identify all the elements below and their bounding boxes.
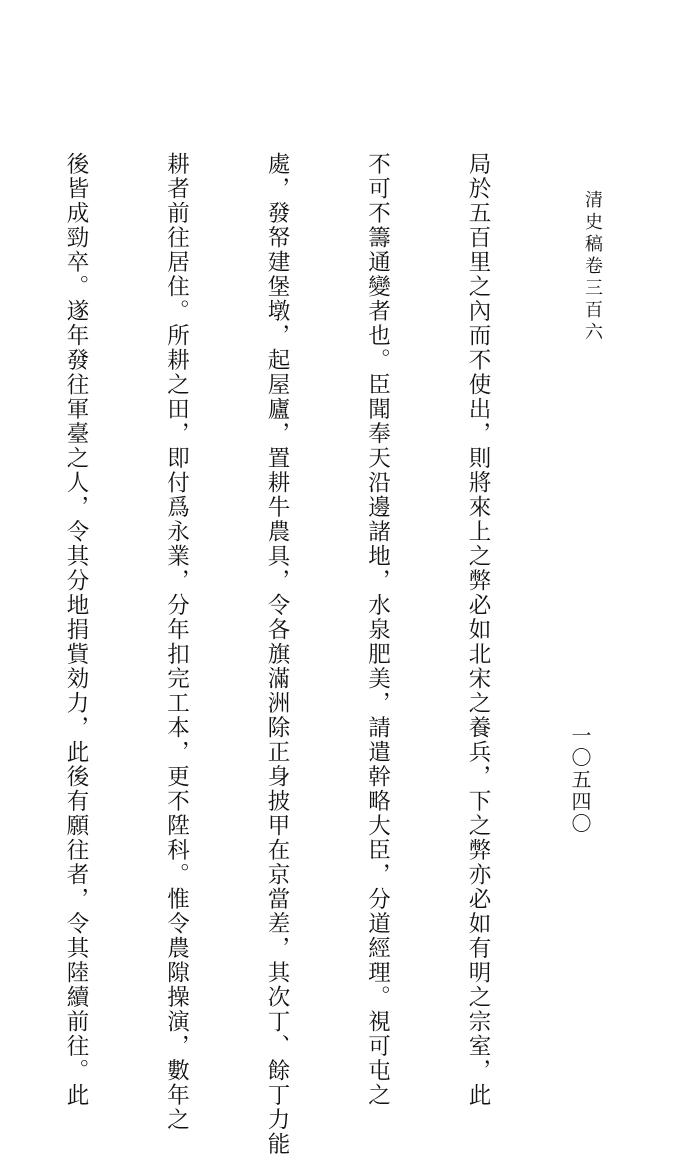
text-column: 處，發帑建堡墩，起屋廬，置耕牛農具，令各旗滿洲除正身披甲在京當差，其次丁、餘丁力能 (264, 152, 290, 1157)
text-column: 後皆成勁卒。遂年發往軍臺之人，令其分地捐貲効力，此後有願往者，令其陸續前往。此 (63, 152, 89, 1108)
text-column: 不可不籌通變者也。臣聞奉天沿邊諸地，水泉肥美，請遣幹略大臣，分道經理。視可屯之 (364, 152, 391, 1108)
text-column: 局於五百里之內而不使出，則將來上之弊必如北宋之養兵，下之弊亦必如有明之宗室，此 (465, 152, 491, 1108)
page-number: 一〇五四〇 (568, 725, 592, 835)
book-title: 清史稿卷三百六 (582, 190, 603, 344)
text-column: 耕者前往居住。所耕之田，即付爲永業，分年扣完工本，更不陞科。惟令農隙操演，數年之 (163, 152, 190, 1132)
body-text (63, 152, 561, 1157)
